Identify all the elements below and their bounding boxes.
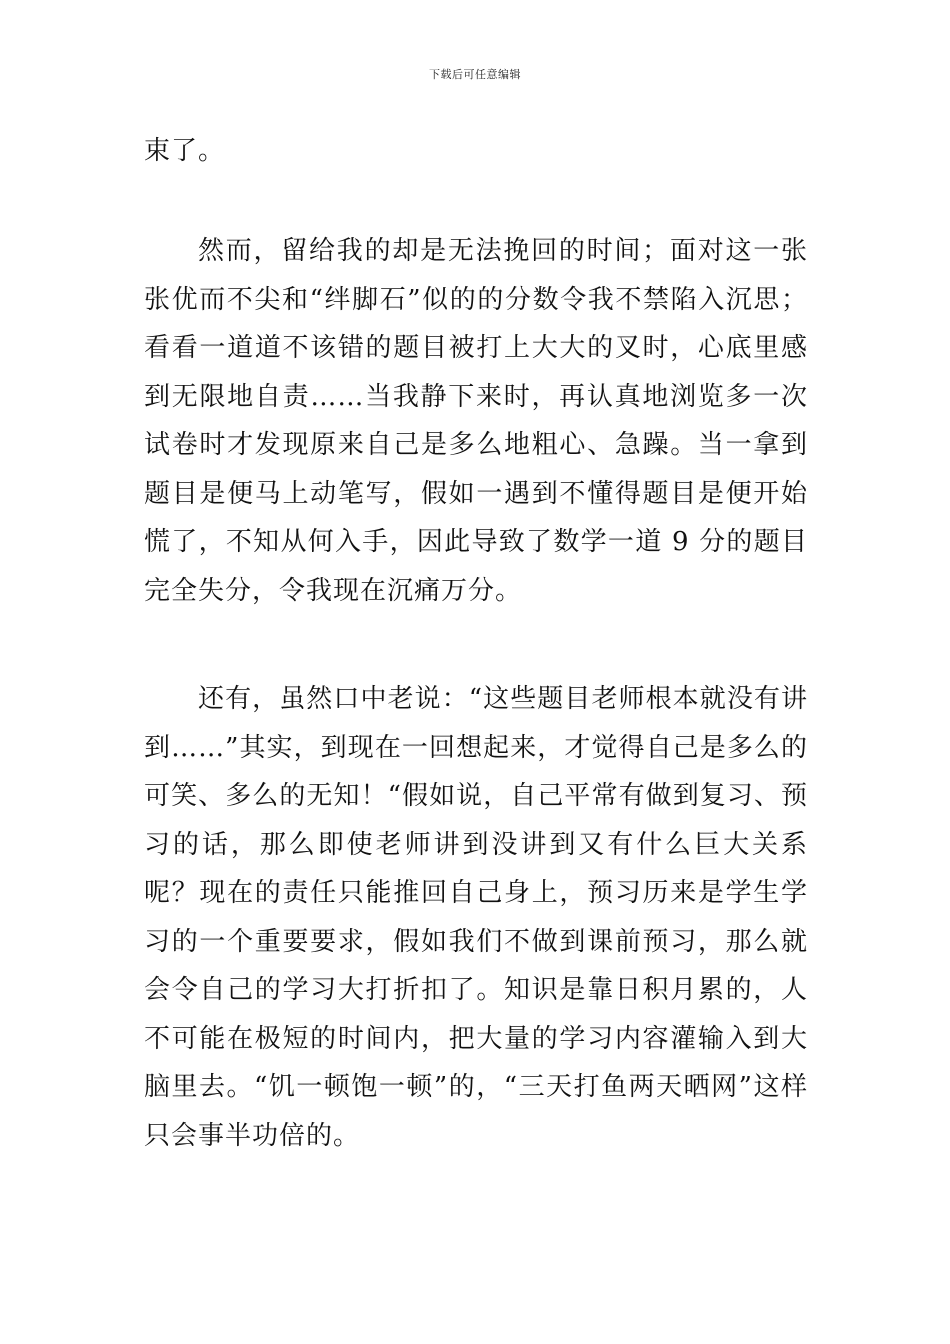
paragraph-reflection — [144, 227, 808, 615]
paragraph-text: 然而，留给我的却是无法挽回的时间；面对这一张张优而不尖和“绊脚石”似的的分数令我不禁陷入沉思；看看一道道不该错的题目被打上大大的叉时，心底里感到无限地自责……当我静下来时，再认真地浏览多一次试卷时才发现原来自己是多么地粗心、急躁。当一拿到题目是便马上动笔写，假如一遇到不懂得题目是便开始慌了，不知从何入手，因此导致了数学一道 9 分的题目完全失分，令我现在沉痛万分。 — [144, 236, 808, 606]
paragraph-text: 束了。 — [144, 136, 226, 166]
paragraph-text: 还有，虽然口中老说：“这些题目老师根本就没有讲到……”其实，到现在一回想起来，才觉得自己是多么的可笑、多么的无知！“假如说，自己平常有做到复习、预习的话，那么即使老师讲到没讲到又有什么巨大关系呢？现在的责任只能推回自己身上，预习历来是学生学习的一个重要要求，假如我们不做到课前预习，那么就会令自己的学习大打折扣了。知识是靠日积月累的，人不可能在极短的时间内，把大量的学习内容灌输入到大脑里去。“饥一顿饱一顿”的，“三天打鱼两天晒网”这样只会事半功倍的。 — [144, 684, 808, 1151]
paragraph-preview-study — [144, 675, 808, 1160]
header-note: 下载后可任意编辑 — [429, 68, 521, 81]
paragraph-continuation — [144, 127, 808, 176]
